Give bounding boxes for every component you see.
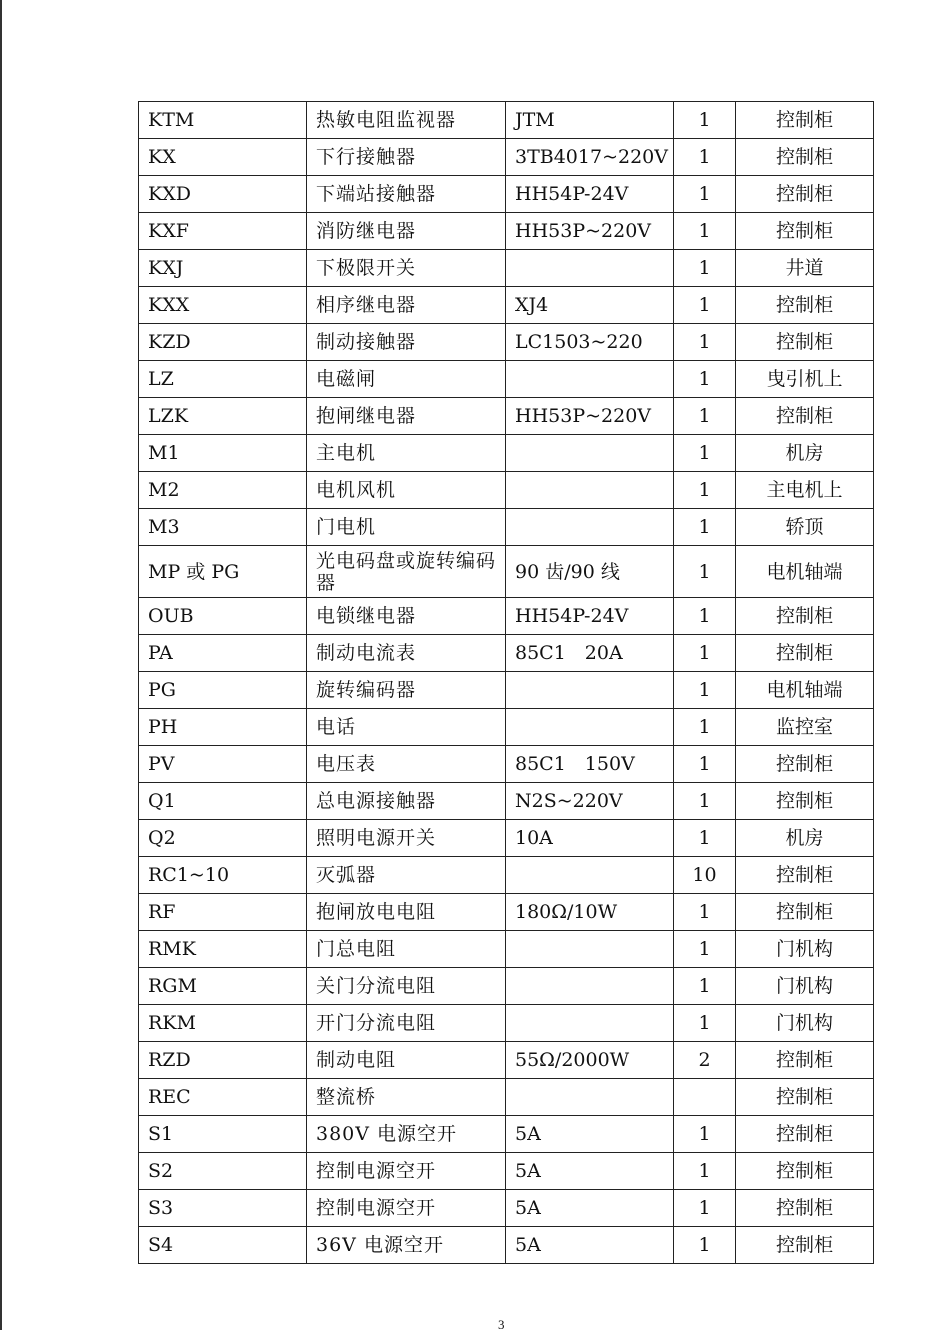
table-row <box>139 1190 874 1227</box>
component-code: S1 <box>139 1116 307 1153</box>
component-name: 整流桥 <box>307 1079 506 1116</box>
component-quantity: 1 <box>674 894 736 931</box>
component-model: 5A <box>506 1227 674 1264</box>
table-row <box>139 102 874 139</box>
component-location: 控制柜 <box>736 287 874 324</box>
component-location: 控制柜 <box>736 894 874 931</box>
component-name: 下端站接触器 <box>307 176 506 213</box>
component-location: 门机构 <box>736 968 874 1005</box>
table-row <box>139 1116 874 1153</box>
component-quantity <box>674 1079 736 1116</box>
component-location: 控制柜 <box>736 1079 874 1116</box>
component-model: 90 齿/90 线 <box>506 546 674 598</box>
component-code: OUB <box>139 598 307 635</box>
table-row <box>139 820 874 857</box>
table-row <box>139 894 874 931</box>
component-name: 旋转编码器 <box>307 672 506 709</box>
component-code: MP 或 PG <box>139 546 307 598</box>
component-code: PA <box>139 635 307 672</box>
component-model: XJ4 <box>506 287 674 324</box>
component-location: 控制柜 <box>736 1042 874 1079</box>
component-location: 门机构 <box>736 931 874 968</box>
component-name: 下极限开关 <box>307 250 506 287</box>
component-quantity: 1 <box>674 1005 736 1042</box>
component-location: 控制柜 <box>736 1116 874 1153</box>
component-model: 180Ω/10W <box>506 894 674 931</box>
component-name: 门电机 <box>307 509 506 546</box>
table-row <box>139 250 874 287</box>
component-name: 灭弧器 <box>307 857 506 894</box>
component-quantity: 1 <box>674 968 736 1005</box>
component-name: 下行接触器 <box>307 139 506 176</box>
component-quantity: 1 <box>674 598 736 635</box>
table-row <box>139 1079 874 1116</box>
table-row <box>139 139 874 176</box>
component-name: 电压表 <box>307 746 506 783</box>
table-row <box>139 635 874 672</box>
component-quantity: 1 <box>674 546 736 598</box>
component-code: PH <box>139 709 307 746</box>
table-row <box>139 287 874 324</box>
component-name: 电磁闸 <box>307 361 506 398</box>
table-row <box>139 546 874 598</box>
component-location: 控制柜 <box>736 1190 874 1227</box>
component-name: 电机风机 <box>307 472 506 509</box>
component-name: 主电机 <box>307 435 506 472</box>
component-quantity: 1 <box>674 472 736 509</box>
component-location: 控制柜 <box>736 598 874 635</box>
component-model: 5A <box>506 1190 674 1227</box>
component-name: 照明电源开关 <box>307 820 506 857</box>
component-code: M1 <box>139 435 307 472</box>
component-location: 机房 <box>736 820 874 857</box>
component-quantity: 1 <box>674 213 736 250</box>
component-name: 关门分流电阻 <box>307 968 506 1005</box>
component-model <box>506 1079 674 1116</box>
table-row <box>139 1042 874 1079</box>
component-location: 井道 <box>736 250 874 287</box>
component-model: N2S~220V <box>506 783 674 820</box>
table-row <box>139 857 874 894</box>
component-model: 3TB4017~220V <box>506 139 674 176</box>
component-model <box>506 250 674 287</box>
component-name: 380V 电源空开 <box>307 1116 506 1153</box>
component-location: 控制柜 <box>736 398 874 435</box>
component-model <box>506 931 674 968</box>
component-code: KTM <box>139 102 307 139</box>
component-name: 电话 <box>307 709 506 746</box>
component-quantity: 1 <box>674 139 736 176</box>
component-name: 36V 电源空开 <box>307 1227 506 1264</box>
component-code: KXF <box>139 213 307 250</box>
component-code: S2 <box>139 1153 307 1190</box>
table-row <box>139 1005 874 1042</box>
components-table <box>138 101 874 1264</box>
components-table-body <box>139 102 874 1264</box>
component-location: 门机构 <box>736 1005 874 1042</box>
component-location: 控制柜 <box>736 635 874 672</box>
component-name: 相序继电器 <box>307 287 506 324</box>
component-location: 控制柜 <box>736 324 874 361</box>
component-code: M3 <box>139 509 307 546</box>
component-location: 主电机上 <box>736 472 874 509</box>
table-row <box>139 509 874 546</box>
component-model <box>506 472 674 509</box>
component-quantity: 1 <box>674 1116 736 1153</box>
component-code: KXJ <box>139 250 307 287</box>
component-name: 控制电源空开 <box>307 1153 506 1190</box>
component-location: 轿顶 <box>736 509 874 546</box>
component-name: 制动电阻 <box>307 1042 506 1079</box>
component-name: 抱闸继电器 <box>307 398 506 435</box>
component-quantity: 1 <box>674 176 736 213</box>
component-name: 电锁继电器 <box>307 598 506 635</box>
component-code: RZD <box>139 1042 307 1079</box>
component-model: HH54P-24V <box>506 598 674 635</box>
table-row <box>139 1227 874 1264</box>
component-code: RGM <box>139 968 307 1005</box>
table-row <box>139 709 874 746</box>
component-code: PV <box>139 746 307 783</box>
table-row <box>139 435 874 472</box>
component-quantity: 1 <box>674 1190 736 1227</box>
component-model <box>506 1005 674 1042</box>
component-quantity: 1 <box>674 102 736 139</box>
component-quantity: 1 <box>674 672 736 709</box>
table-row <box>139 324 874 361</box>
component-model: 55Ω/2000W <box>506 1042 674 1079</box>
component-model: 85C1 150V <box>506 746 674 783</box>
table-row <box>139 1153 874 1190</box>
component-model <box>506 968 674 1005</box>
component-model: LC1503~220 <box>506 324 674 361</box>
component-name: 抱闸放电电阻 <box>307 894 506 931</box>
page-left-edge-line <box>0 0 2 1330</box>
component-name: 门总电阻 <box>307 931 506 968</box>
table-row <box>139 398 874 435</box>
component-name: 开门分流电阻 <box>307 1005 506 1042</box>
component-code: KXD <box>139 176 307 213</box>
component-code: KXX <box>139 287 307 324</box>
component-model <box>506 857 674 894</box>
component-quantity: 1 <box>674 709 736 746</box>
component-code: LZK <box>139 398 307 435</box>
component-name: 制动电流表 <box>307 635 506 672</box>
component-code: KX <box>139 139 307 176</box>
component-model: 5A <box>506 1153 674 1190</box>
table-row <box>139 746 874 783</box>
component-quantity: 1 <box>674 435 736 472</box>
component-model <box>506 509 674 546</box>
component-location: 电机轴端 <box>736 672 874 709</box>
component-code: Q2 <box>139 820 307 857</box>
component-location: 曳引机上 <box>736 361 874 398</box>
component-name: 热敏电阻监视器 <box>307 102 506 139</box>
component-location: 控制柜 <box>736 1153 874 1190</box>
component-location: 控制柜 <box>736 1227 874 1264</box>
component-location: 控制柜 <box>736 176 874 213</box>
component-quantity: 1 <box>674 820 736 857</box>
component-code: LZ <box>139 361 307 398</box>
component-model: HH53P~220V <box>506 213 674 250</box>
component-quantity: 1 <box>674 783 736 820</box>
table-row <box>139 931 874 968</box>
table-row <box>139 598 874 635</box>
component-name: 消防继电器 <box>307 213 506 250</box>
component-name: 制动接触器 <box>307 324 506 361</box>
component-quantity: 1 <box>674 250 736 287</box>
component-quantity: 1 <box>674 746 736 783</box>
component-quantity: 1 <box>674 324 736 361</box>
table-row <box>139 783 874 820</box>
component-quantity: 1 <box>674 931 736 968</box>
component-code: S4 <box>139 1227 307 1264</box>
component-quantity: 1 <box>674 509 736 546</box>
component-code: M2 <box>139 472 307 509</box>
table-row <box>139 213 874 250</box>
component-quantity: 1 <box>674 635 736 672</box>
component-code: REC <box>139 1079 307 1116</box>
component-quantity: 10 <box>674 857 736 894</box>
component-model <box>506 361 674 398</box>
component-code: S3 <box>139 1190 307 1227</box>
component-code: PG <box>139 672 307 709</box>
component-location: 控制柜 <box>736 213 874 250</box>
component-quantity: 1 <box>674 287 736 324</box>
component-location: 电机轴端 <box>736 546 874 598</box>
component-location: 控制柜 <box>736 783 874 820</box>
component-code: RF <box>139 894 307 931</box>
component-name: 控制电源空开 <box>307 1190 506 1227</box>
component-name: 光电码盘或旋转编码器 <box>307 546 506 598</box>
component-code: RC1~10 <box>139 857 307 894</box>
component-quantity: 1 <box>674 1227 736 1264</box>
component-model: JTM <box>506 102 674 139</box>
component-location: 控制柜 <box>736 102 874 139</box>
component-code: KZD <box>139 324 307 361</box>
component-location: 控制柜 <box>736 746 874 783</box>
component-model: 5A <box>506 1116 674 1153</box>
component-quantity: 1 <box>674 1153 736 1190</box>
component-location: 机房 <box>736 435 874 472</box>
page-number: 3 <box>498 1317 505 1332</box>
component-model: HH53P~220V <box>506 398 674 435</box>
table-row <box>139 361 874 398</box>
component-model <box>506 435 674 472</box>
component-location: 监控室 <box>736 709 874 746</box>
component-model <box>506 709 674 746</box>
component-name: 总电源接触器 <box>307 783 506 820</box>
component-quantity: 2 <box>674 1042 736 1079</box>
component-location: 控制柜 <box>736 857 874 894</box>
component-location: 控制柜 <box>736 139 874 176</box>
component-model: 10A <box>506 820 674 857</box>
component-quantity: 1 <box>674 361 736 398</box>
component-quantity: 1 <box>674 398 736 435</box>
component-code: RMK <box>139 931 307 968</box>
component-code: RKM <box>139 1005 307 1042</box>
component-model: HH54P-24V <box>506 176 674 213</box>
component-model: 85C1 20A <box>506 635 674 672</box>
table-row <box>139 672 874 709</box>
table-row <box>139 176 874 213</box>
component-code: Q1 <box>139 783 307 820</box>
component-model <box>506 672 674 709</box>
table-row <box>139 472 874 509</box>
table-row <box>139 968 874 1005</box>
